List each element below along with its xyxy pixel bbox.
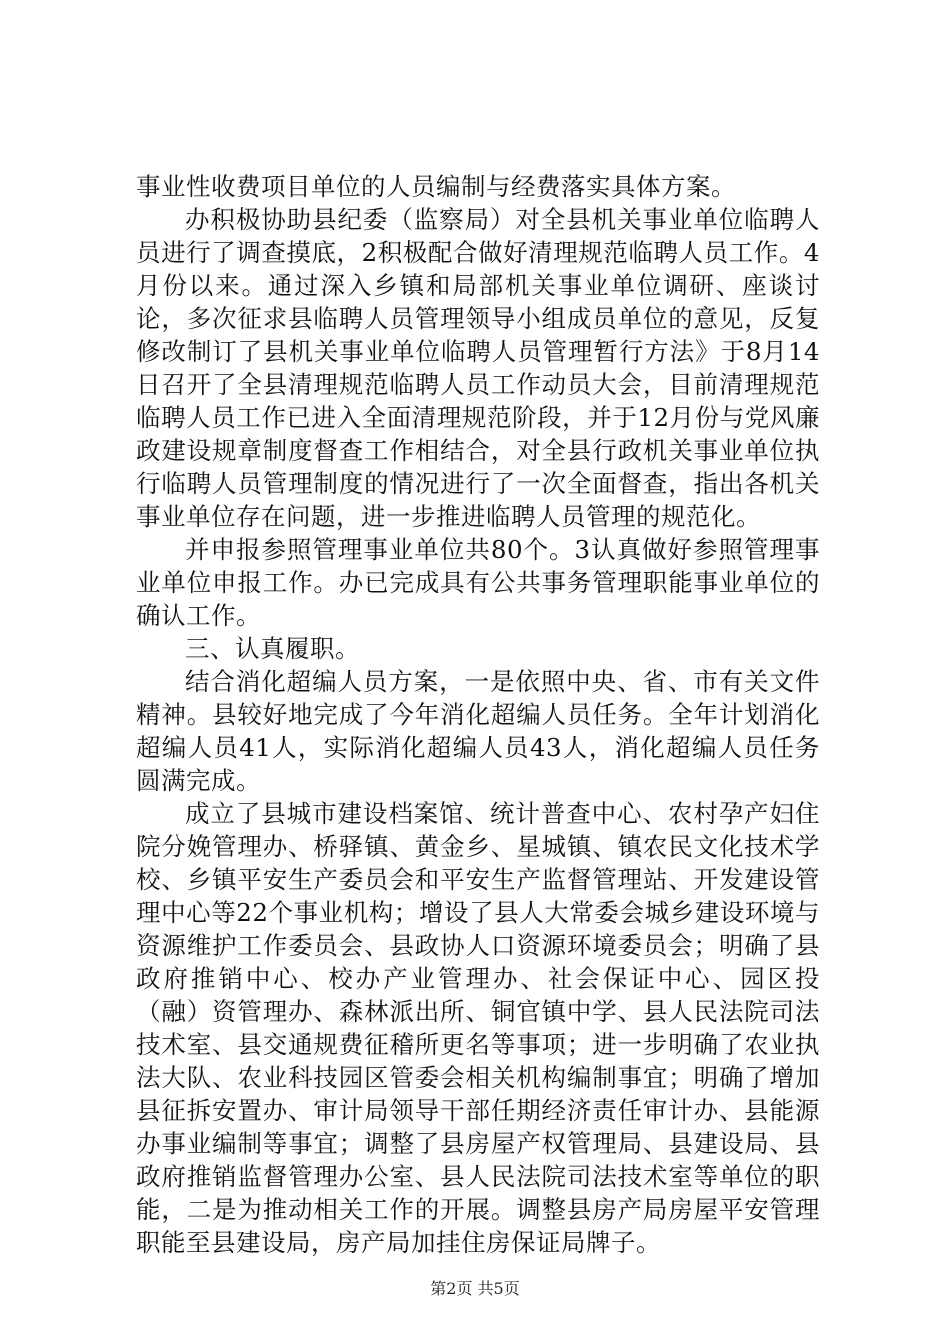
section-heading: 三、认真履职。	[185, 634, 360, 663]
paragraph-1: 事业性收费项目单位的人员编制与经费落实具体方案。	[136, 172, 736, 201]
page-number-footer: 第2页 共5页	[430, 1279, 520, 1298]
document-body	[136, 170, 820, 1259]
paragraph-5: 成立了县城市建设档案馆、统计普查中心、农村孕产妇住院分娩管理办、桥驿镇、黄金乡、星城镇、镇农民文化技术学校、乡镇平安生产委员会和平安生产监督管理站、开发建设管理中心等22个事业机构；增设了县人大常委会城乡建设环境与资源维护工作委员会、县政协人口资源环境委员会；明确了县政府推销中心、校办产业管理办、社会保证中心、园区投（融）资管理办、森林派出所、铜官镇中学、县人民法院司法技术室、县交通规费征稽所更名等事项；进一步明确了农业执法大队、农业科技园区管委会相关机构编制事宜；明确了增加县征拆安置办、审计局领导干部任期经济责任审计办、县能源办事业编制等事宜；调整了县房屋产权管理局、县建设局、县政府推销监督管理办公室、县人民法院司法技术室等单位的职能，二是为推动相关工作的开展。调整县房产局房屋平安管理职能至县建设局，房产局加挂住房保证局牌子。	[136, 799, 820, 1257]
paragraph-4: 结合消化超编人员方案，一是依照中央、省、市有关文件精神。县较好地完成了今年消化超编人员任务。全年计划消化超编人员41人，实际消化超编人员43人，消化超编人员任务圆满完成。	[136, 667, 820, 795]
paragraph-2: 办积极协助县纪委（监察局）对全县机关事业单位临聘人员进行了调查摸底，2积极配合做好清理规范临聘人员工作。4月份以来。通过深入乡镇和局部机关事业单位调研、座谈讨论，多次征求县临聘人员管理领导小组成员单位的意见，反复修改制订了县机关事业单位临聘人员管理暂行方法》于8月14日召开了全县清理规范临聘人员工作动员大会，目前清理规范临聘人员工作已进入全面清理规范阶段，并于12月份与党风廉政建设规章制度督查工作相结合，对全县行政机关事业单位执行临聘人员管理制度的情况进行了一次全面督查，指出各机关事业单位存在问题，进一步推进临聘人员管理的规范化。	[136, 205, 820, 531]
paragraph-3: 并申报参照管理事业单位共80个。3认真做好参照管理事业单位申报工作。办已完成具有公共事务管理职能事业单位的确认工作。	[136, 535, 820, 630]
